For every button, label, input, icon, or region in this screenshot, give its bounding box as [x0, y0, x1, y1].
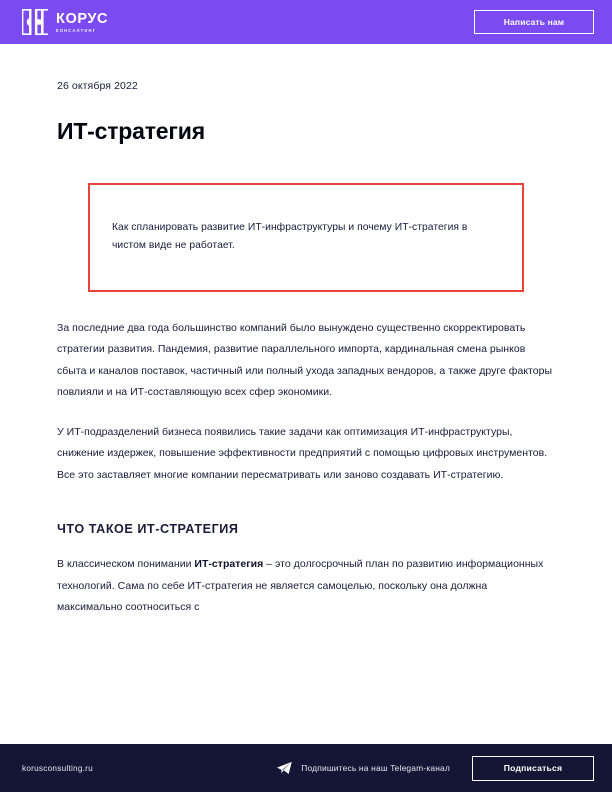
section-heading-what-is-it-strategy: ЧТО ТАКОЕ ИТ-СТРАТЕГИЯ [57, 522, 239, 537]
page-title: ИТ-стратегия [57, 118, 205, 144]
body-paragraph-3 [57, 554, 555, 619]
footer-website-link[interactable]: korusconsulting.ru [22, 763, 93, 773]
lead-callout-box [88, 183, 524, 292]
footer-telegram-note: Подпишитесь на наш Telegam-канал [301, 763, 450, 773]
paragraph-3-before-bold: В классическом понимании [57, 558, 195, 571]
brand-wordmark [56, 11, 108, 33]
brand-name: КОРУС [56, 10, 109, 27]
article-date: 26 октября 2022 [57, 80, 138, 92]
body-paragraph-2: У ИТ-подразделений бизнеса появились такие задачи как оптимизация ИТ-инфраструктуры, снижение издержек, повышение эффективности предприятий с помощью цифровых инструментов. Все это заставляет многие компании пересматривать или заново создавать ИТ-стратегию. [57, 425, 548, 481]
footer-telegram-block [103, 760, 462, 777]
site-footer [0, 744, 612, 792]
brand-subtitle: КОНСАЛТИНГ [56, 28, 97, 33]
brand-logo[interactable] [22, 9, 108, 35]
paragraph-3-after-bold: – это долгосрочный план по развитию информационных технологий. Сама по себе ИТ-стратегия не является самоцелью, поскольку она должна максимально соотноситься с [57, 558, 544, 614]
site-header [0, 0, 612, 44]
contact-us-button[interactable]: Написать нам [474, 10, 594, 34]
article-content [0, 44, 612, 744]
body-paragraph-1: За последние два года большинство компаний было вынуждено существенно скорректировать стратегии развития. Пандемия, развитие параллельного импорта, кардинальная смена рынков сбыта и каналов поставок, частичный или полный ухода западных вендоров, а также друге факторы повлияли и на ИТ-составляющую всех сфер экономики. [57, 321, 553, 399]
telegram-paper-plane-icon [276, 760, 293, 777]
subscribe-button[interactable]: Подписаться [472, 756, 594, 781]
paragraph-3-bold-term: ИТ-стратегия [194, 558, 264, 571]
lead-callout-text: Как спланировать развитие ИТ-инфраструктуры и почему ИТ-стратегия в чистом виде не работает. [112, 222, 468, 252]
korus-k-logo-icon [22, 9, 48, 35]
